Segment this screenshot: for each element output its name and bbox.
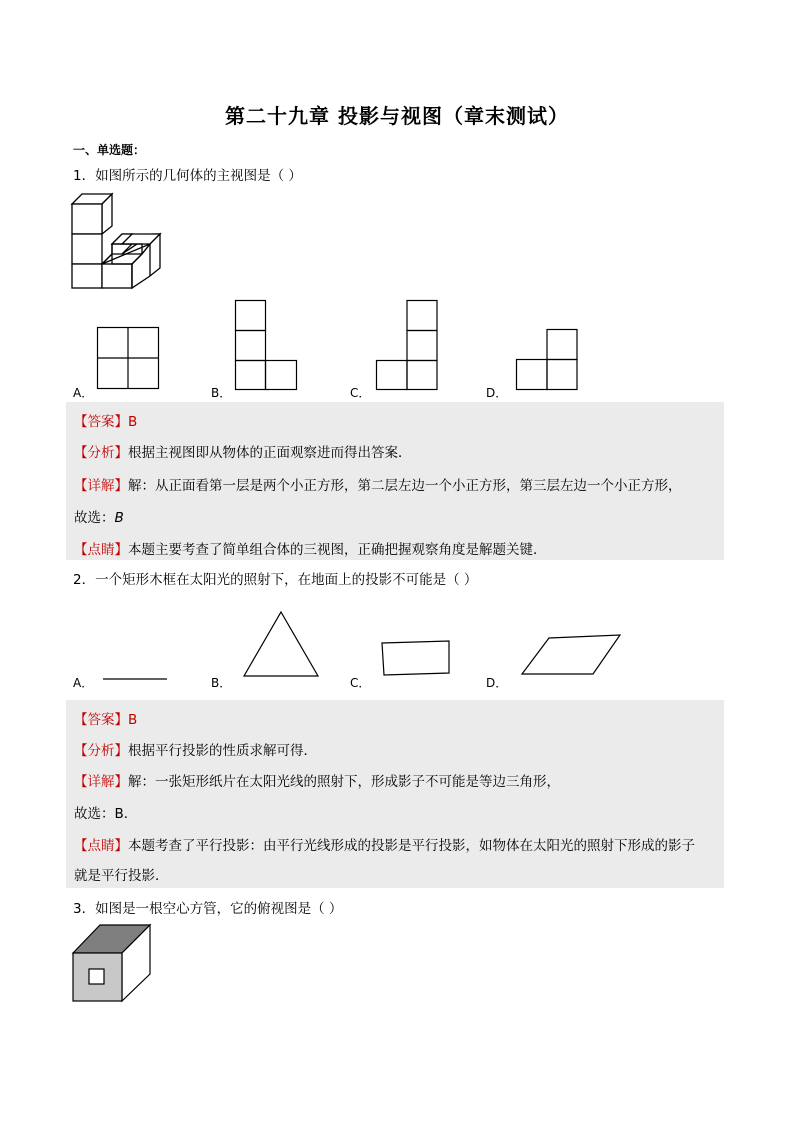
- q1-option-a-figure: [97, 327, 159, 389]
- q1-comment-line: [74, 538, 547, 558]
- question-1-stem: 1．如图所示的几何体的主视图是（ ）: [73, 168, 302, 184]
- q2-answer-line: [74, 708, 137, 728]
- comment-tag: 【点睛】: [74, 838, 128, 854]
- detail-tag: 【详解】: [74, 478, 128, 494]
- q1-analysis-text: 根据主视图即从物体的正面观察进而得出答案．: [128, 445, 412, 461]
- section-heading: 一、单选题：: [73, 143, 146, 157]
- q2-comment-line: [74, 834, 695, 854]
- answer-tag: 【答案】: [74, 712, 128, 728]
- q1-option-a-label: A．: [73, 386, 94, 400]
- q1-solid-figure: [72, 190, 164, 290]
- q2-choice-line: 故选：B．: [74, 806, 138, 822]
- q2-option-c-figure: [381, 640, 451, 676]
- q1-answer-block: [66, 402, 724, 560]
- analysis-tag: 【分析】: [74, 445, 128, 461]
- q1-detail-line: [74, 474, 682, 494]
- q1-choice-value: B: [114, 510, 124, 526]
- q2-option-b-figure: [243, 611, 319, 677]
- q2-analysis-text: 根据平行投影的性质求解可得．: [128, 743, 317, 759]
- q2-detail-text: 解：一张矩形纸片在太阳光线的照射下，形成影子不可能是等边三角形，: [128, 774, 560, 790]
- q2-detail-line: [74, 770, 560, 790]
- answer-tag: 【答案】: [74, 414, 128, 430]
- q2-analysis-line: [74, 739, 317, 759]
- q2-comment-text: 本题考查了平行投影：由平行光线形成的投影是平行投影，如物体在太阳光的照射下形成的影子: [128, 838, 695, 854]
- q1-option-b-label: B．: [211, 386, 232, 400]
- q1-answer-line: [74, 410, 137, 430]
- question-3-stem: 3．如图是一根空心方管，它的俯视图是（ ）: [73, 901, 343, 917]
- q1-comment-text: 本题主要考查了简单组合体的三视图，正确把握观察角度是解题关键．: [128, 542, 547, 558]
- q2-option-a-figure: [103, 678, 167, 680]
- q1-option-c-figure: [376, 300, 438, 390]
- q1-choice-line: [74, 506, 124, 526]
- q1-option-c-label: C．: [350, 386, 371, 400]
- q2-option-d-label: D．: [486, 676, 508, 690]
- page-title: 第二十九章 投影与视图（章末测试）: [225, 104, 569, 128]
- question-2-stem: 2．一个矩形木框在太阳光的照射下，在地面上的投影不可能是（ ）: [73, 572, 478, 588]
- q2-answer-value: B: [128, 712, 138, 728]
- q1-detail-text: 解：从正面看第一层是两个小正方形，第二层左边一个小正方形，第三层左边一个小正方形，: [128, 478, 682, 494]
- q2-option-a-label: A．: [73, 676, 94, 690]
- q1-option-d-figure: [516, 329, 578, 390]
- q2-answer-block: [66, 700, 724, 888]
- analysis-tag: 【分析】: [74, 743, 128, 759]
- q2-option-b-label: B．: [211, 676, 232, 690]
- q2-comment-continuation: 就是平行投影．: [74, 868, 169, 884]
- q1-analysis-line: [74, 441, 412, 461]
- detail-tag: 【详解】: [74, 774, 128, 790]
- q2-option-d-figure: [521, 634, 621, 676]
- q3-hollow-tube-figure: [72, 924, 152, 1004]
- comment-tag: 【点睛】: [74, 542, 128, 558]
- q1-choice-prefix: 故选：: [74, 510, 115, 526]
- q1-option-b-figure: [235, 300, 297, 390]
- q1-answer-value: B: [128, 414, 138, 430]
- q1-option-d-label: D．: [486, 386, 508, 400]
- q2-option-c-label: C．: [350, 676, 371, 690]
